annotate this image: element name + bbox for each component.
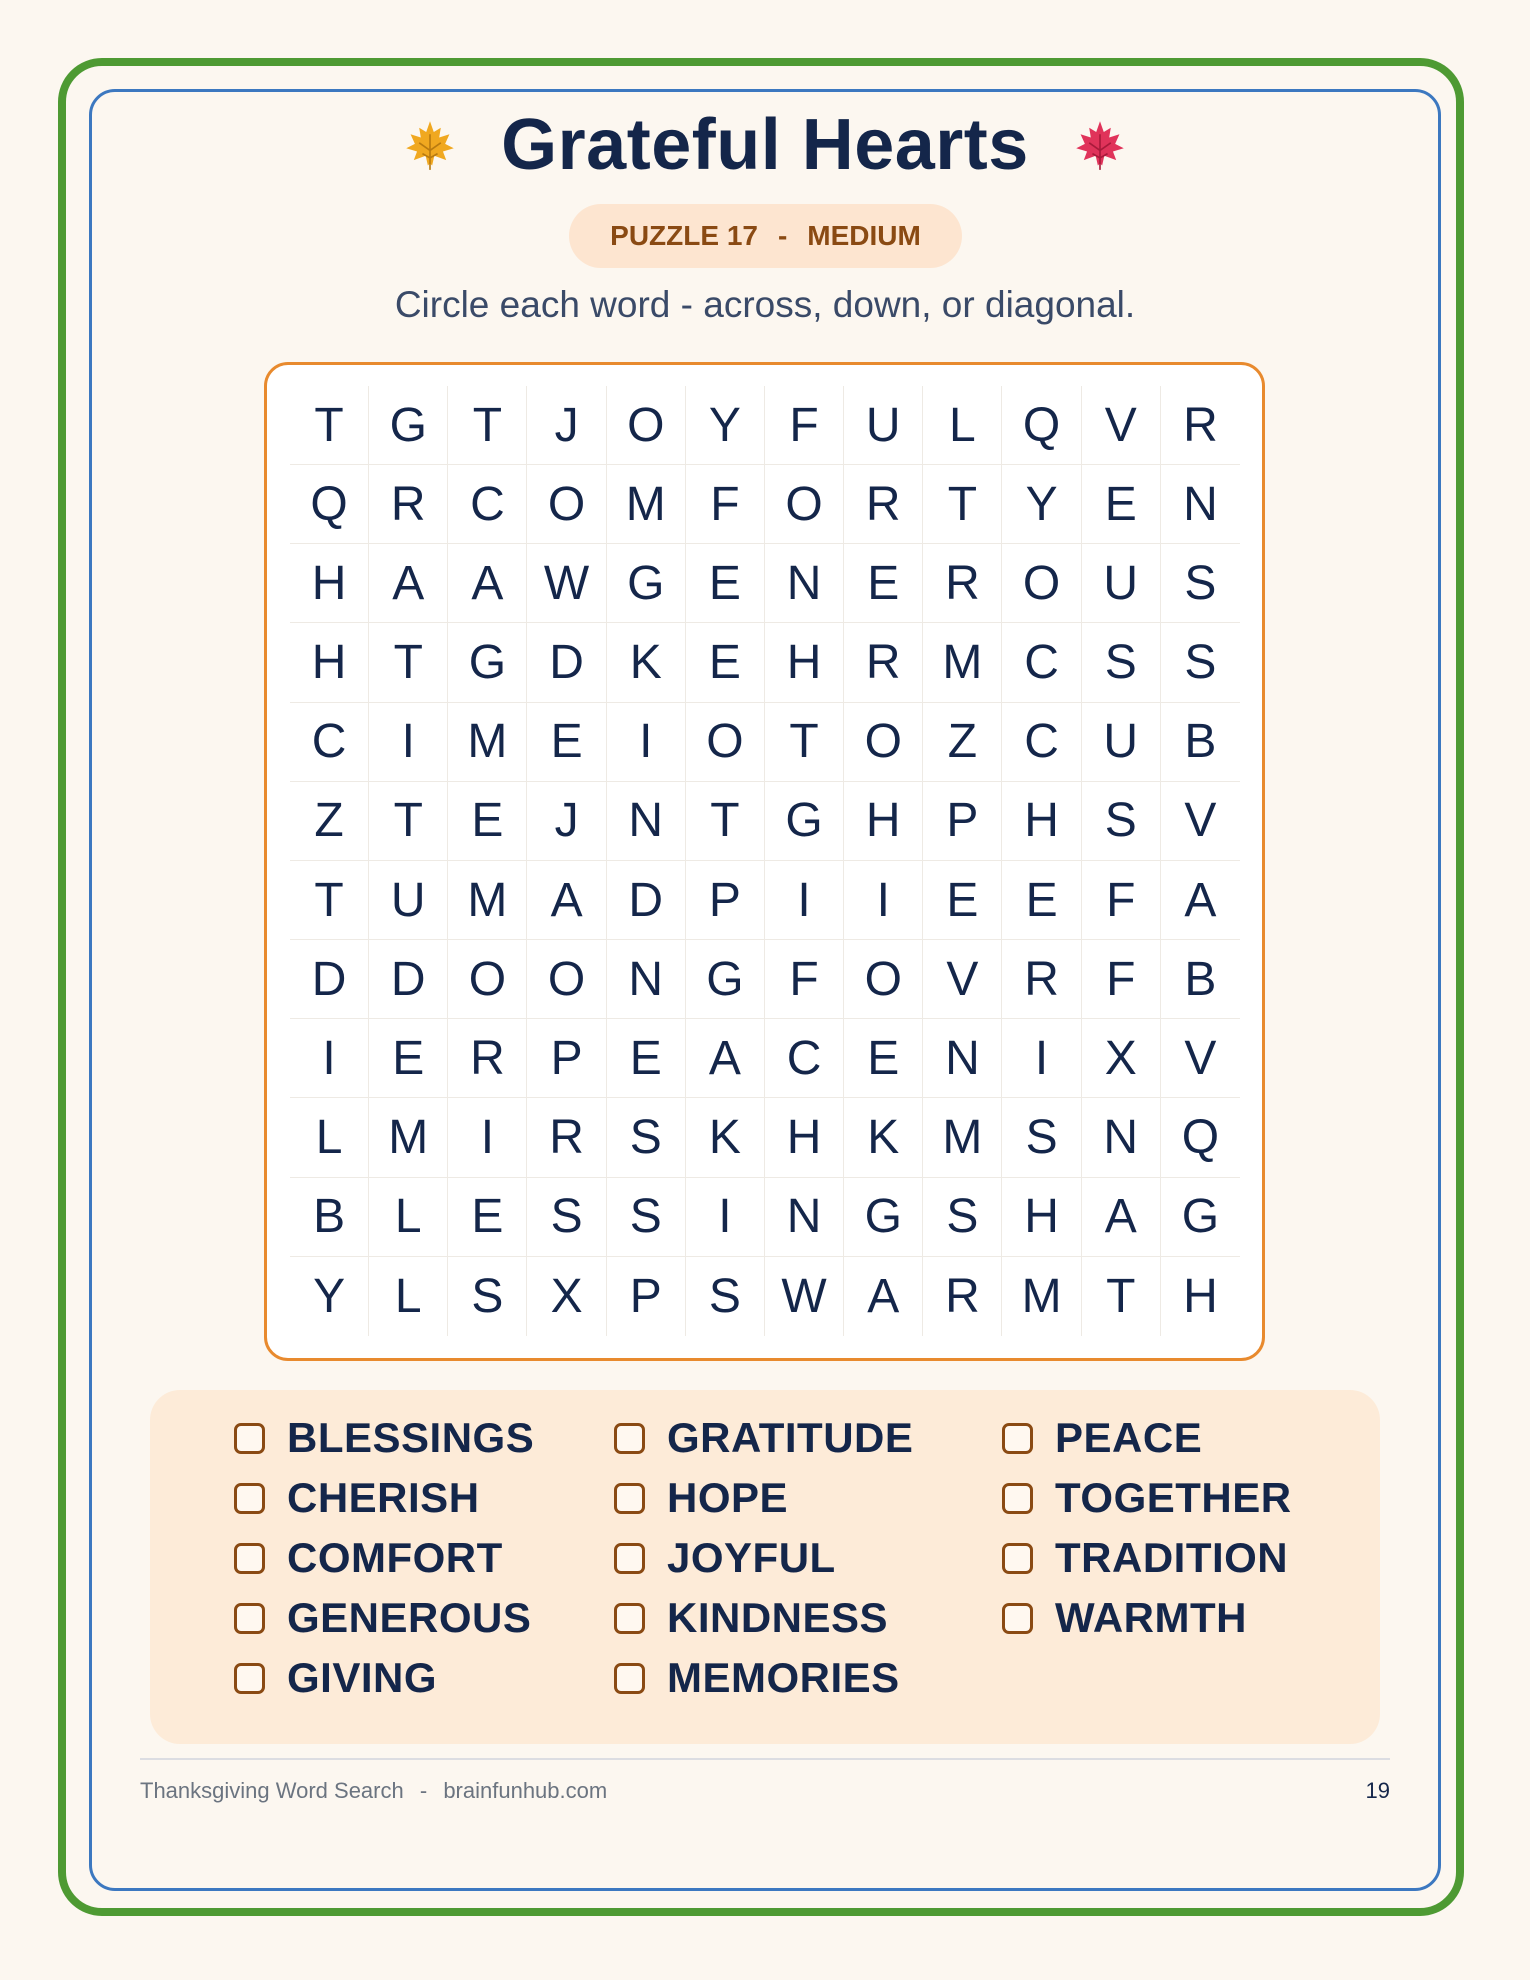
grid-cell[interactable]: P xyxy=(686,861,765,940)
word-label: PEACE xyxy=(1055,1414,1203,1461)
grid-cell[interactable]: M xyxy=(607,465,686,544)
word-label: TRADITION xyxy=(1055,1534,1289,1581)
letter-grid xyxy=(290,386,1240,1336)
grid-cell[interactable]: D xyxy=(527,623,606,702)
grid-cell[interactable]: V xyxy=(923,940,1002,1019)
grid-cell[interactable]: E xyxy=(448,782,527,861)
word-checkbox[interactable] xyxy=(614,1663,645,1694)
word-checkbox[interactable] xyxy=(234,1543,265,1574)
difficulty-label: MEDIUM xyxy=(807,220,921,251)
word-item[interactable] xyxy=(1002,1474,1292,1522)
word-item[interactable] xyxy=(234,1534,503,1582)
grid-cell[interactable]: E xyxy=(1082,465,1161,544)
grid-cell[interactable]: T xyxy=(290,386,369,465)
grid-cell[interactable]: L xyxy=(923,386,1002,465)
page-number: 19 xyxy=(1365,1778,1390,1803)
grid-cell[interactable]: E xyxy=(1002,861,1081,940)
grid-cell[interactable]: S xyxy=(1082,782,1161,861)
grid-cell[interactable]: I xyxy=(844,861,923,940)
grid-cell[interactable]: S xyxy=(686,1257,765,1336)
grid-cell[interactable]: S xyxy=(1161,623,1240,702)
grid-cell[interactable]: R xyxy=(1161,386,1240,465)
grid-cell[interactable]: I xyxy=(290,1019,369,1098)
word-item[interactable] xyxy=(614,1654,900,1702)
word-checkbox[interactable] xyxy=(234,1663,265,1694)
grid-cell[interactable]: M xyxy=(448,861,527,940)
grid-cell[interactable]: N xyxy=(607,940,686,1019)
grid-cell[interactable]: N xyxy=(765,1178,844,1257)
grid-cell[interactable]: Q xyxy=(1161,1098,1240,1177)
grid-cell[interactable]: I xyxy=(1002,1019,1081,1098)
grid-cell[interactable]: N xyxy=(607,782,686,861)
grid-cell[interactable]: P xyxy=(607,1257,686,1336)
grid-cell[interactable]: R xyxy=(923,544,1002,623)
grid-cell[interactable]: I xyxy=(448,1098,527,1177)
word-item[interactable] xyxy=(234,1594,531,1642)
word-item[interactable] xyxy=(234,1474,480,1522)
grid-cell[interactable]: R xyxy=(844,623,923,702)
word-checkbox[interactable] xyxy=(1002,1423,1033,1454)
word-label: KINDNESS xyxy=(667,1594,889,1641)
grid-cell[interactable]: H xyxy=(844,782,923,861)
word-checkbox[interactable] xyxy=(234,1483,265,1514)
badge-separator: - xyxy=(777,220,788,251)
word-checkbox[interactable] xyxy=(614,1423,645,1454)
grid-cell[interactable]: R xyxy=(369,465,448,544)
grid-cell[interactable]: Y xyxy=(1002,465,1081,544)
grid-cell[interactable]: Q xyxy=(1002,386,1081,465)
grid-cell[interactable]: I xyxy=(369,703,448,782)
grid-cell[interactable]: S xyxy=(607,1178,686,1257)
maple-leaf-icon xyxy=(1073,118,1127,172)
grid-cell[interactable]: N xyxy=(923,1019,1002,1098)
word-item[interactable] xyxy=(614,1474,788,1522)
grid-cell[interactable]: S xyxy=(1082,623,1161,702)
word-label: TOGETHER xyxy=(1055,1474,1292,1521)
word-label: COMFORT xyxy=(287,1534,503,1581)
grid-cell[interactable]: R xyxy=(448,1019,527,1098)
grid-cell[interactable]: H xyxy=(1183,1269,1218,1323)
word-label: MEMORIES xyxy=(667,1654,900,1701)
grid-cell[interactable]: K xyxy=(844,1098,923,1177)
word-item[interactable] xyxy=(614,1414,913,1462)
title-row xyxy=(0,100,1530,190)
grid-cell[interactable]: H xyxy=(290,544,369,623)
grid-cell[interactable]: T xyxy=(1082,1257,1161,1336)
grid-cell[interactable]: O xyxy=(607,386,686,465)
grid-cell[interactable]: L xyxy=(369,1257,448,1336)
grid-cell[interactable]: F xyxy=(765,386,844,465)
word-label: JOYFUL xyxy=(667,1534,836,1581)
grid-cell[interactable]: S xyxy=(448,1257,527,1336)
grid-cell[interactable]: C xyxy=(765,1019,844,1098)
grid-cell[interactable]: C xyxy=(448,465,527,544)
grid-cell[interactable]: I xyxy=(765,861,844,940)
puzzle-badge xyxy=(569,204,962,268)
word-checkbox[interactable] xyxy=(614,1543,645,1574)
word-checkbox[interactable] xyxy=(614,1483,645,1514)
footer-divider xyxy=(140,1758,1390,1760)
grid-cell[interactable]: N xyxy=(1082,1098,1161,1177)
word-label: WARMTH xyxy=(1055,1594,1247,1641)
grid-cell[interactable]: J xyxy=(527,386,606,465)
grid-cell[interactable]: S xyxy=(1002,1098,1081,1177)
grid-cell[interactable]: H xyxy=(1002,782,1081,861)
grid-cell[interactable]: K xyxy=(607,623,686,702)
grid-cell[interactable]: M xyxy=(923,1098,1002,1177)
grid-cell[interactable]: S xyxy=(527,1178,606,1257)
grid-cell[interactable]: A xyxy=(686,1019,765,1098)
grid-cell[interactable]: Y xyxy=(290,1257,369,1336)
grid-cell[interactable]: X xyxy=(527,1257,606,1336)
grid-cell[interactable]: F xyxy=(1082,940,1161,1019)
word-checkbox[interactable] xyxy=(614,1603,645,1634)
grid-cell[interactable]: O xyxy=(527,465,606,544)
grid-cell[interactable]: U xyxy=(1082,703,1161,782)
grid-cell[interactable]: U xyxy=(1082,544,1161,623)
grid-cell[interactable]: R xyxy=(923,1257,1002,1336)
grid-cell[interactable]: Q xyxy=(290,465,369,544)
grid-cell[interactable]: K xyxy=(686,1098,765,1177)
grid-cell[interactable]: O xyxy=(844,940,923,1019)
grid-cell[interactable]: H xyxy=(765,623,844,702)
footer-separator: - xyxy=(419,1778,428,1803)
grid-cell[interactable]: R xyxy=(844,465,923,544)
grid-cell[interactable]: N xyxy=(765,544,844,623)
grid-cell[interactable]: X xyxy=(1082,1019,1161,1098)
word-label: BLESSINGS xyxy=(287,1414,535,1461)
grid-cell[interactable]: D xyxy=(290,940,369,1019)
grid-cell[interactable]: C xyxy=(290,703,369,782)
grid-cell[interactable]: T xyxy=(923,465,1002,544)
word-label: GRATITUDE xyxy=(667,1414,914,1461)
grid-cell[interactable]: D xyxy=(369,940,448,1019)
word-item[interactable] xyxy=(234,1654,437,1702)
grid-cell[interactable]: Z xyxy=(290,782,369,861)
grid-cell[interactable]: G xyxy=(369,386,448,465)
word-item[interactable] xyxy=(614,1534,836,1582)
grid-cell[interactable]: S xyxy=(607,1098,686,1177)
grid-cell[interactable]: T xyxy=(686,782,765,861)
grid-cell[interactable]: Y xyxy=(686,386,765,465)
grid-cell[interactable]: V xyxy=(1161,782,1240,861)
grid-cell[interactable]: O xyxy=(448,940,527,1019)
grid-cell[interactable]: B xyxy=(290,1178,369,1257)
grid-cell[interactable]: L xyxy=(290,1098,369,1177)
grid-cell[interactable]: R xyxy=(527,1098,606,1177)
grid-cell[interactable]: F xyxy=(686,465,765,544)
grid-cell[interactable]: N xyxy=(1161,465,1240,544)
grid-cell[interactable]: A xyxy=(369,544,448,623)
grid-cell[interactable]: F xyxy=(1082,861,1161,940)
grid-cell[interactable]: A xyxy=(1161,861,1240,940)
grid-cell[interactable]: E xyxy=(844,544,923,623)
word-checkbox[interactable] xyxy=(234,1603,265,1634)
grid-cell[interactable]: R xyxy=(1002,940,1081,1019)
word-label: GIVING xyxy=(287,1654,438,1701)
grid-cell[interactable]: O xyxy=(686,703,765,782)
grid-cell[interactable]: A xyxy=(1082,1178,1161,1257)
grid-cell[interactable]: T xyxy=(765,703,844,782)
maple-leaf-icon xyxy=(403,118,457,172)
grid-cell[interactable]: J xyxy=(527,782,606,861)
grid-cell[interactable]: E xyxy=(686,623,765,702)
footer-site: brainfunhub.com xyxy=(443,1778,608,1803)
grid-cell[interactable]: V xyxy=(1161,1019,1240,1098)
grid-cell[interactable]: G xyxy=(1161,1178,1240,1257)
word-checkbox[interactable] xyxy=(234,1423,265,1454)
grid-cell[interactable]: I xyxy=(607,703,686,782)
grid-cell[interactable]: F xyxy=(765,940,844,1019)
grid-cell[interactable]: W xyxy=(765,1257,844,1336)
grid-cell[interactable]: I xyxy=(686,1178,765,1257)
grid-cell[interactable]: E xyxy=(607,1019,686,1098)
grid-cell[interactable]: L xyxy=(369,1178,448,1257)
grid-cell[interactable]: B xyxy=(1161,703,1240,782)
grid-cell[interactable]: S xyxy=(1161,544,1240,623)
grid-cell[interactable]: B xyxy=(1161,940,1240,1019)
grid-cell[interactable]: P xyxy=(527,1019,606,1098)
word-item[interactable] xyxy=(614,1594,888,1642)
word-label: CHERISH xyxy=(287,1474,480,1521)
grid-cell[interactable]: O xyxy=(844,703,923,782)
word-item[interactable] xyxy=(1002,1594,1247,1642)
grid-cell[interactable]: O xyxy=(527,940,606,1019)
grid-cell[interactable]: E xyxy=(686,544,765,623)
grid-cell[interactable]: S xyxy=(923,1178,1002,1257)
word-item[interactable] xyxy=(234,1414,534,1462)
puzzle-number: PUZZLE 17 xyxy=(610,220,758,251)
grid-cell[interactable]: M xyxy=(923,623,1002,702)
grid-cell[interactable]: P xyxy=(923,782,1002,861)
instructions: Circle each word - across, down, or diagonal. xyxy=(394,284,1136,325)
word-checkbox[interactable] xyxy=(1002,1603,1033,1634)
grid-cell[interactable]: G xyxy=(607,544,686,623)
grid-cell[interactable]: T xyxy=(290,861,369,940)
word-item[interactable] xyxy=(1002,1534,1288,1582)
grid-cell[interactable]: O xyxy=(765,465,844,544)
grid-cell[interactable]: G xyxy=(686,940,765,1019)
word-list xyxy=(234,1414,1334,1724)
grid-cell[interactable]: E xyxy=(923,861,1002,940)
grid-cell[interactable]: C xyxy=(1002,623,1081,702)
grid-cell[interactable]: D xyxy=(607,861,686,940)
grid-cell[interactable]: M xyxy=(1002,1257,1081,1336)
grid-cell[interactable]: T xyxy=(369,782,448,861)
grid-cell[interactable]: G xyxy=(448,623,527,702)
word-checkbox[interactable] xyxy=(1002,1543,1033,1574)
word-item[interactable] xyxy=(1002,1414,1202,1462)
grid-cell[interactable]: T xyxy=(369,623,448,702)
grid-cell[interactable]: A xyxy=(844,1257,923,1336)
grid-cell[interactable]: C xyxy=(1002,703,1081,782)
grid-cell[interactable]: H xyxy=(765,1098,844,1177)
grid-cell[interactable]: T xyxy=(448,386,527,465)
grid-cell[interactable]: A xyxy=(448,544,527,623)
grid-cell[interactable]: Z xyxy=(923,703,1002,782)
grid-cell[interactable]: E xyxy=(527,703,606,782)
footer-source xyxy=(140,1778,607,1804)
grid-cell[interactable]: A xyxy=(527,861,606,940)
grid-cell[interactable]: U xyxy=(844,386,923,465)
grid-cell[interactable]: E xyxy=(844,1019,923,1098)
grid-cell[interactable]: G xyxy=(844,1178,923,1257)
grid-cell[interactable]: O xyxy=(1002,544,1081,623)
grid-cell[interactable]: H xyxy=(1002,1178,1081,1257)
grid-cell[interactable]: M xyxy=(369,1098,448,1177)
grid-cell[interactable]: E xyxy=(369,1019,448,1098)
word-label: HOPE xyxy=(667,1474,789,1521)
word-checkbox[interactable] xyxy=(1002,1483,1033,1514)
footer-title: Thanksgiving Word Search xyxy=(140,1778,404,1803)
grid-cell[interactable]: E xyxy=(448,1178,527,1257)
grid-cell[interactable]: V xyxy=(1082,386,1161,465)
word-label: GENEROUS xyxy=(287,1594,532,1641)
grid-cell[interactable]: W xyxy=(527,544,606,623)
grid-cell[interactable]: H xyxy=(290,623,369,702)
grid-cell[interactable]: G xyxy=(765,782,844,861)
page-title: Grateful Hearts xyxy=(501,105,1029,185)
grid-cell[interactable]: U xyxy=(369,861,448,940)
grid-cell[interactable]: M xyxy=(448,703,527,782)
